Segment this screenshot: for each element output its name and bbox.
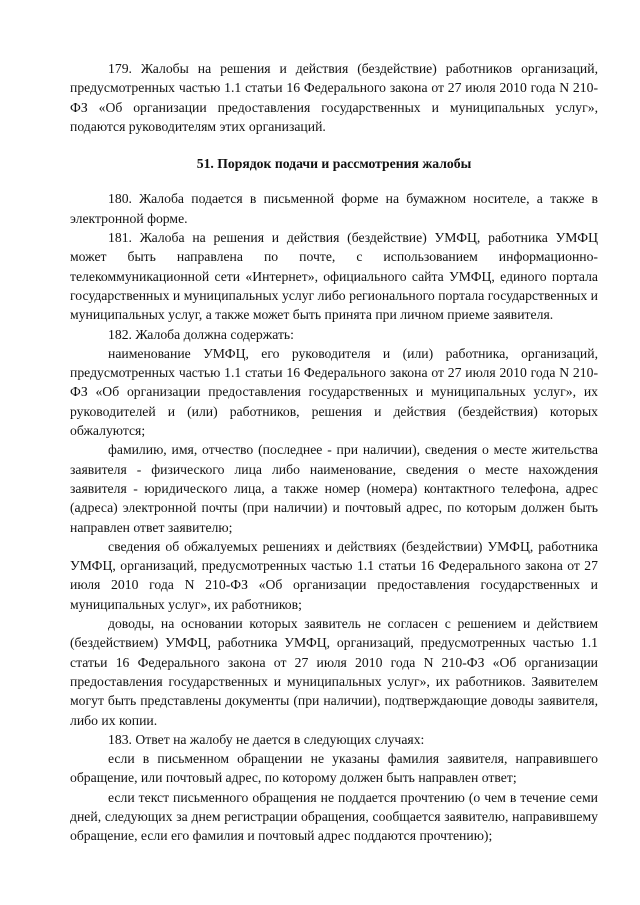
- list-item-applicant-info: фамилию, имя, отчество (последнее - при наличии), сведения о месте жительства заявителя - физического лица либо наименование, сведения о месте нахождения заявителя - юридического лица, а также номер (номера) контактного телефона, адрес (адреса) электронной почты (при наличии) и почтовый адрес, по которым должен быть направлен ответ заявителю;: [70, 442, 598, 535]
- document-page: [70, 59, 598, 846]
- paragraph-182: 182. Жалоба должна содержать:: [108, 326, 294, 342]
- list-item-unreadable: если текст письменного обращения не поддается прочтению (о чем в течение семи дней, следующих за днем регистрации обращения, сообщается заявителю, направившему обращение, если его фамилия и почтовый адрес поддаются прочтению);: [70, 789, 598, 844]
- section-heading: 51. Порядок подачи и рассмотрения жалобы: [196, 156, 472, 172]
- list-item-arguments: доводы, на основании которых заявитель не согласен с решением и действием (бездействием) УМФЦ, работника УМФЦ, организаций, предусмотренных частью 1.1 статьи 16 Федерального закона от 27 июля 2010 года N 210-ФЗ «Об организации предоставления государственных и муниципальных услуг», их работников. Заявителем могут быть представлены документы (при наличии), подтверждающие доводы заявителя, либо их копии.: [70, 616, 598, 728]
- paragraph-181: 181. Жалоба на решения и действия (бездействие) УМФЦ, работника УМФЦ может быть направлена по почте, с использованием информационно-телекоммуникационной сети «Интернет», официального сайта УМФЦ, единого портала государственных и муниципальных услуг либо регионального портала государственных и муниципальных услуг, а также может быть принята при личном приеме заявителя.: [70, 230, 598, 323]
- list-item-umfc-name: наименование УМФЦ, его руководителя и (или) работника, организаций, предусмотренных частью 1.1 статьи 16 Федерального закона от 27 июля 2010 года N 210-ФЗ «Об организации предоставления государственных и муниципальных услуг», их руководителей и (или) работников, решения и действия (бездействия) которых обжалуются;: [70, 345, 598, 439]
- paragraph-179: 179. Жалобы на решения и действия (бездействие) работников организаций, предусмотренных частью 1.1 статьи 16 Федерального закона от 27 июля 2010 года N 210-ФЗ «Об организации предоставления государственных и муниципальных услуг», подаются руководителям этих организаций.: [70, 61, 598, 134]
- list-item-appealed-decisions: сведения об обжалуемых решениях и действиях (бездействии) УМФЦ, работника УМФЦ, организаций, предусмотренных частью 1.1 статьи 16 Федерального закона от 27 июля 2010 года N 210-ФЗ «Об организации предоставления государственных и муниципальных услуг», их работников;: [70, 538, 598, 612]
- paragraph-183: 183. Ответ на жалобу не дается в следующих случаях:: [108, 731, 425, 747]
- list-item-no-surname: если в письменном обращении не указаны фамилия заявителя, направившего обращение, или почтовый адрес, по которому должен быть направлен ответ;: [70, 751, 598, 786]
- paragraph-180: 180. Жалоба подается в письменной форме на бумажном носителе, а также в электронной форме.: [70, 191, 598, 226]
